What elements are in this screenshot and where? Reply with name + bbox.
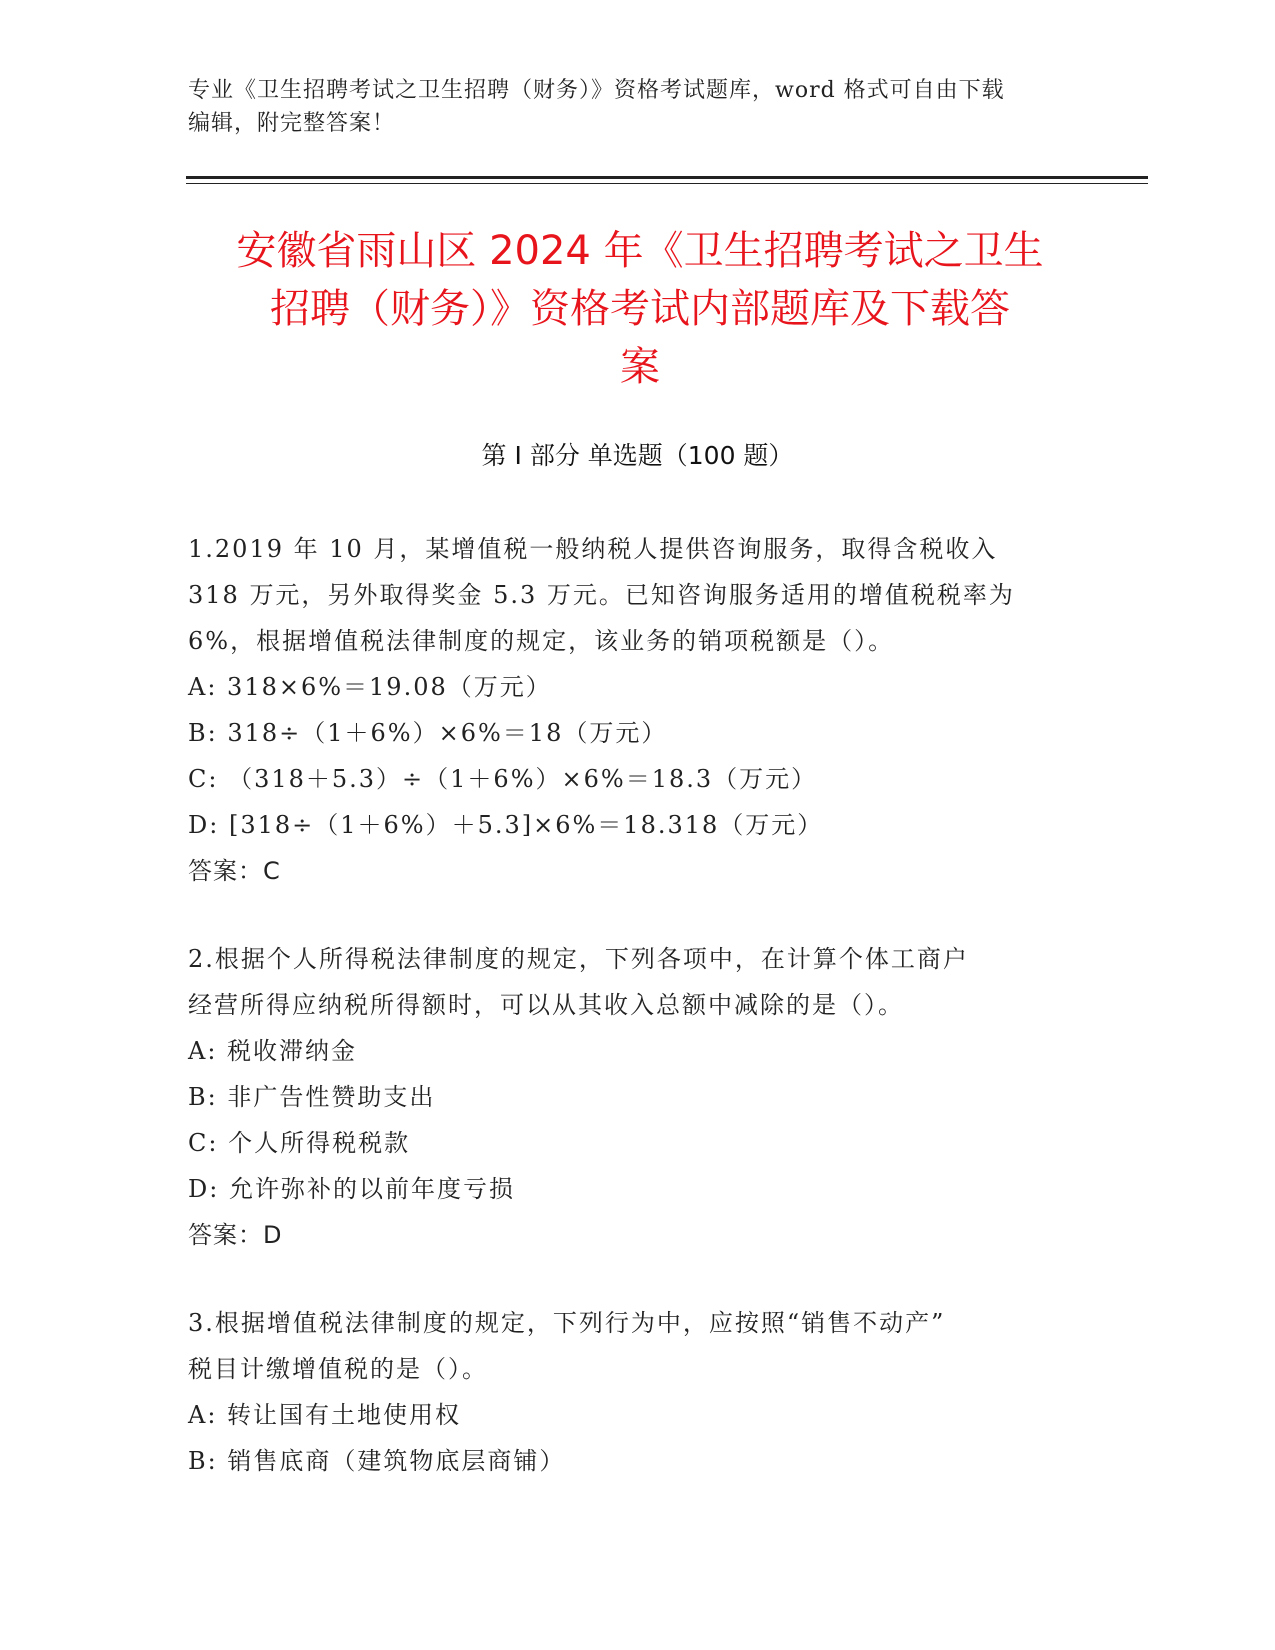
option-b: B: 318÷（1＋6%）×6%＝18（万元）: [188, 719, 668, 747]
answer-line: 答案：D: [188, 1221, 283, 1249]
question-stem-line: 税目计缴增值税的是（）。: [188, 1355, 488, 1383]
option-d: D: 允许弥补的以前年度亏损: [188, 1175, 515, 1203]
header-divider-thin: [186, 183, 1148, 184]
question-item: [188, 526, 1088, 894]
answer-line: 答案：C: [188, 857, 281, 885]
title-line: 招聘（财务）》资格考试内部题库及下载答: [270, 286, 1010, 332]
option-c: C: （318＋5.3）÷（1＋6%）×6%＝18.3（万元）: [188, 765, 818, 793]
document-title: [180, 222, 1100, 396]
question-item: [188, 936, 1088, 1258]
option-b: B: 销售底商（建筑物底层商铺）: [188, 1447, 566, 1475]
question-stem-line: 318 万元，另外取得奖金 5.3 万元。已知咨询服务适用的增值税税率为: [188, 581, 1015, 609]
question-item: [188, 1300, 1088, 1484]
header-note-line: 专业《卫生招聘考试之卫生招聘（财务）》资格考试题库，word 格式可自由下载: [188, 78, 1005, 103]
header-divider: [186, 176, 1148, 179]
question-stem-line: 6%，根据增值税法律制度的规定，该业务的销项税额是（）。: [188, 627, 895, 655]
question-list: [188, 526, 1088, 1484]
option-a: A: 税收滞纳金: [188, 1037, 358, 1065]
question-stem-line: 3.根据增值税法律制度的规定，下列行为中，应按照“销售不动产”: [188, 1309, 946, 1337]
header-note: [188, 74, 1088, 140]
header-note-line: 编辑，附完整答案！: [188, 111, 396, 136]
title-line: 案: [620, 344, 660, 390]
question-stem-line: 2.根据个人所得税法律制度的规定，下列各项中，在计算个体工商户: [188, 945, 969, 973]
option-a: A: 转让国有土地使用权: [188, 1401, 462, 1429]
option-c: C: 个人所得税税款: [188, 1129, 411, 1157]
option-d: D: [318÷（1＋6%）＋5.3]×6%＝18.318（万元）: [188, 811, 824, 839]
question-stem-line: 1.2019 年 10 月，某增值税一般纳税人提供咨询服务，取得含税收入: [188, 535, 998, 563]
option-a: A: 318×6%＝19.08（万元）: [188, 673, 552, 701]
title-line: 安徽省雨山区 2024 年《卫生招聘考试之卫生: [236, 228, 1044, 274]
option-b: B: 非广告性赞助支出: [188, 1083, 436, 1111]
section-heading: 第 I 部分 单选题（100 题）: [481, 441, 794, 470]
question-stem-line: 经营所得应纳税所得额时，可以从其收入总额中减除的是（）。: [188, 991, 904, 1019]
